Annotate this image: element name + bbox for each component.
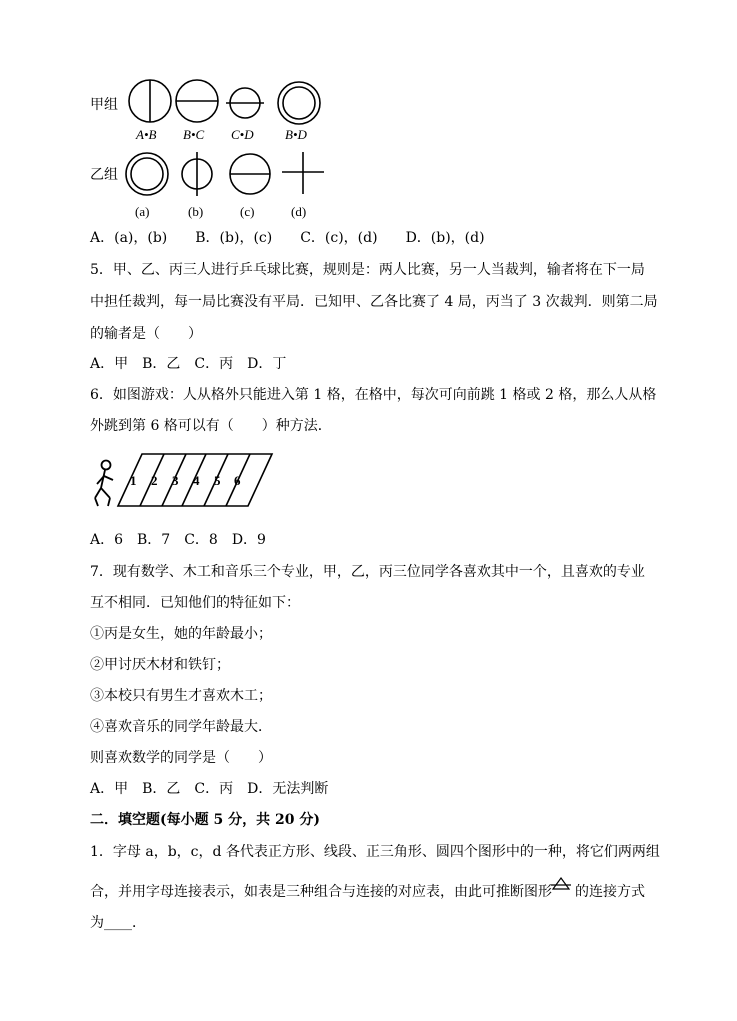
q7-condition-2: ②甲讨厌木材和铁钉；: [90, 657, 230, 673]
q5-line-2: 中担任裁判，每一局比赛没有平局．已知甲、乙各比赛了 4 局，丙当了 3 次裁判．则第二局: [90, 294, 658, 310]
fill1-line-2b: 的连接方式: [575, 884, 645, 900]
cell-label-6: 6: [234, 473, 241, 488]
caption-a-4: B•D: [285, 127, 307, 142]
cell-label-2: 2: [151, 473, 158, 488]
small-circle-long-line-icon: [226, 88, 264, 118]
caption-b-1: (a): [135, 204, 150, 219]
q5-options: A．甲 B．乙 C．丙 D．丁: [90, 356, 287, 372]
small-circle-vertical-line-icon: [182, 152, 212, 196]
cross-lines-icon: [282, 152, 324, 194]
stick-figure-icon: [95, 461, 113, 507]
q7-condition-1: ①丙是女生，她的年龄最小；: [90, 626, 272, 642]
fill1-line-3: 为____．: [90, 915, 146, 931]
q7-question: 则喜欢数学的同学是（ ）: [90, 750, 272, 766]
caption-a-2: B•C: [183, 127, 205, 142]
q7-line-1: 7．现有数学、木工和音乐三个专业，甲，乙，丙三位同学各喜欢其中一个，且喜欢的专业: [90, 564, 645, 580]
q5-line-3: 的输者是（ ）: [90, 326, 202, 342]
q5-line-1: 5．甲、乙、丙三人进行乒乓球比赛，规则是：两人比赛，另一人当裁判，输者将在下一局: [90, 262, 645, 278]
caption-b-4: (d): [291, 204, 307, 219]
circle-vertical-line-icon: [129, 80, 171, 122]
q7-condition-3: ③本校只有男生才喜欢木工；: [90, 688, 272, 704]
concentric-circles-icon: [126, 153, 168, 195]
q7-condition-4: ④喜欢音乐的同学年龄最大．: [90, 719, 272, 735]
caption-b-2: (b): [188, 204, 204, 219]
group-b-label: 乙组: [90, 167, 118, 183]
fill1-line-1: 1．字母 a，b，c，d 各代表正方形、线段、正三角形、圆四个图形中的一种，将它们两两组: [90, 844, 660, 860]
cell-label-5: 5: [214, 473, 221, 488]
concentric-circles-icon: [278, 82, 320, 124]
caption-b-3: (c): [240, 204, 255, 219]
q7-options: A．甲 B．乙 C．丙 D．无法判断: [90, 781, 329, 797]
circle-horizontal-line-icon: [230, 154, 270, 194]
caption-a-1: A•B: [136, 127, 157, 142]
cell-label-1: 1: [130, 473, 137, 488]
q6-options: A．6 B．7 C．8 D．9: [90, 532, 266, 548]
q6-line-1: 6．如图游戏：人从格外只能进入第 1 格，在格中，每次可向前跳 1 格或 2 格，那么人从格: [90, 387, 657, 403]
section-2-heading: 二．填空题(每小题 5 分，共 20 分): [90, 812, 320, 828]
q4-options: A．(a)，(b) B．(b)，(c) C．(c)，(d) D．(b)，(d): [90, 230, 485, 246]
triangle-with-line-icon: [551, 877, 571, 891]
fill1-line-2a: 合，并用字母连接表示，如表是三种组合与连接的对应表，由此可推断图形: [90, 884, 552, 900]
q6-line-2: 外跳到第 6 格可以有（ ）种方法．: [90, 418, 332, 434]
caption-a-3: C•D: [231, 127, 254, 142]
q7-line-2: 互不相同．已知他们的特征如下：: [90, 595, 300, 611]
circle-horizontal-line-icon: [176, 80, 218, 122]
cell-label-3: 3: [172, 473, 179, 488]
group-a-shapes: [0, 0, 737, 260]
group-a-label: 甲组: [90, 97, 118, 113]
cell-label-4: 4: [193, 473, 200, 488]
